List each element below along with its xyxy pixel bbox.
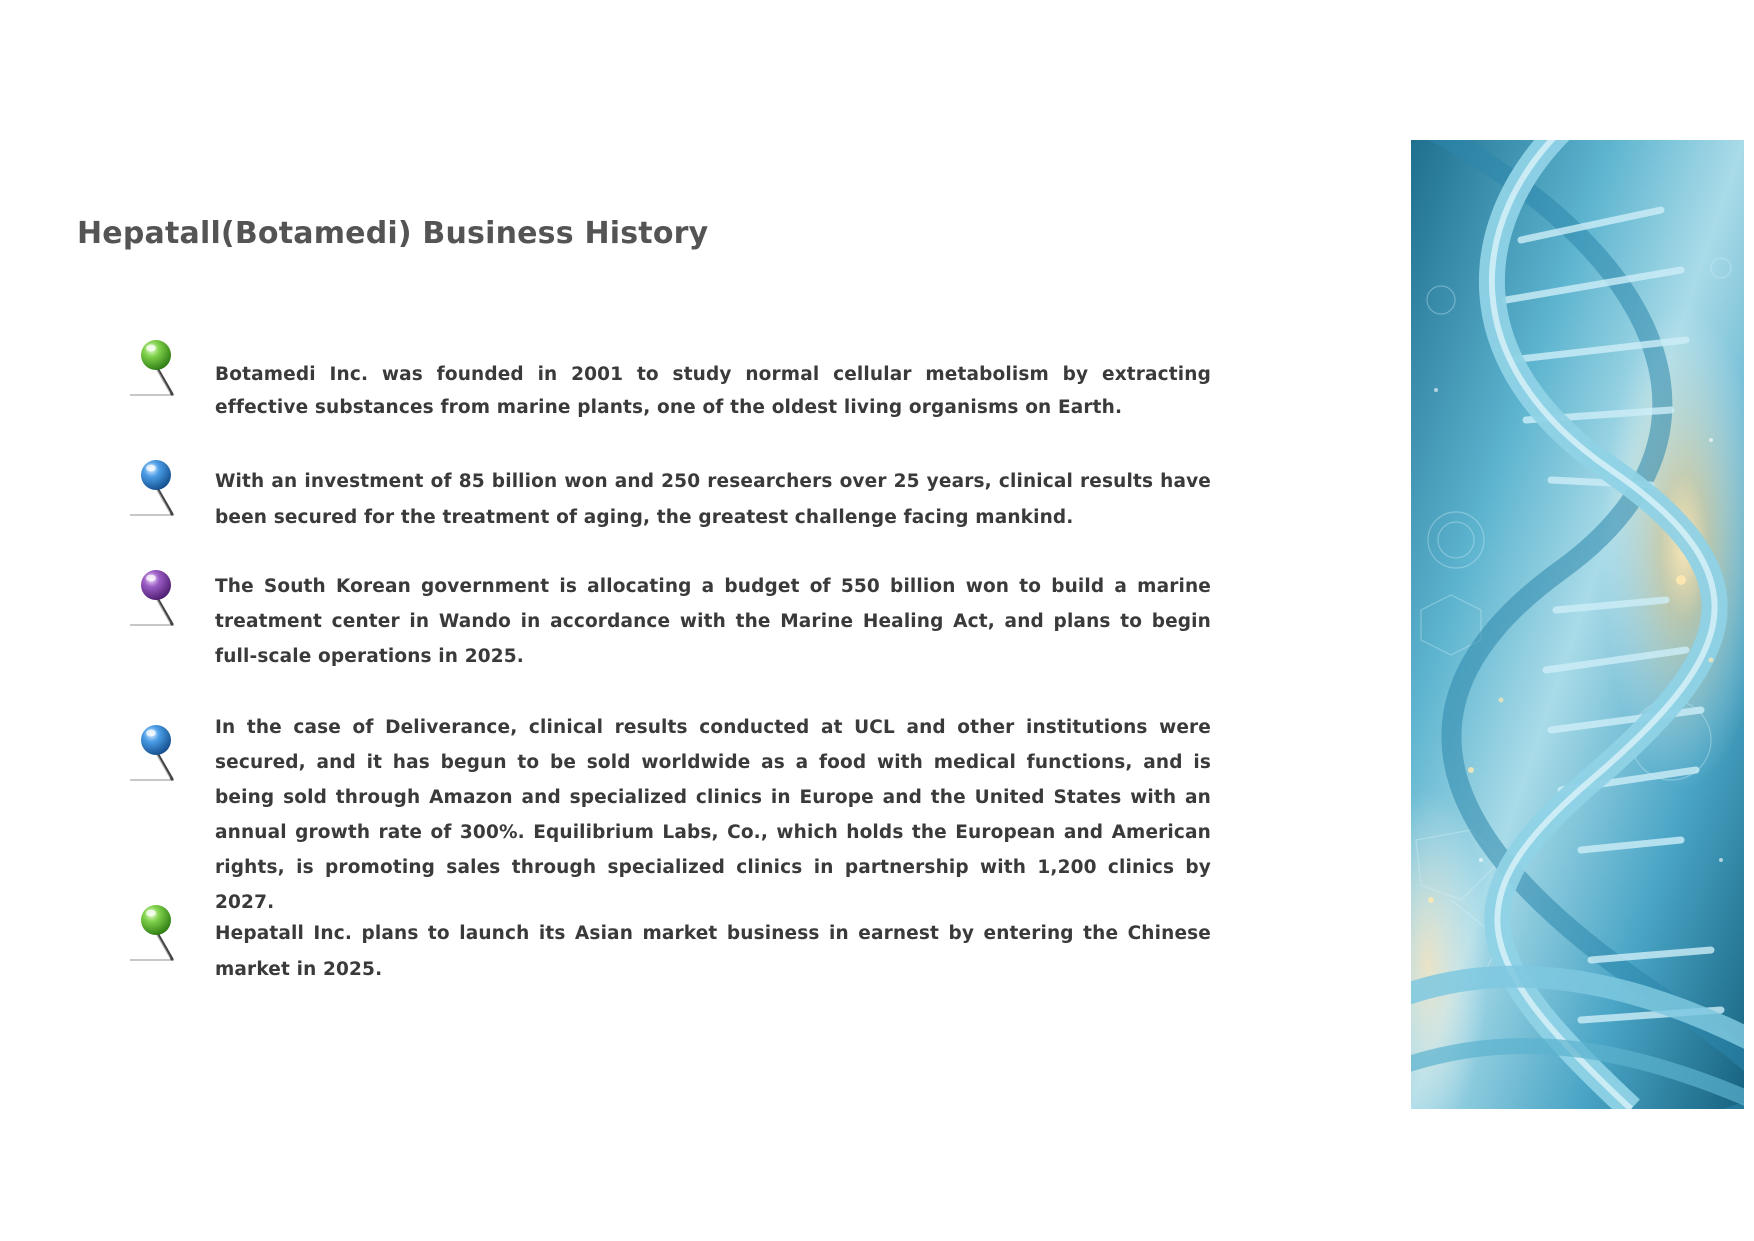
blue-pushpin-icon xyxy=(126,455,182,519)
blue-pushpin-icon xyxy=(126,720,182,784)
item-text: Botamedi Inc. was founded in 2001 to study normal cellular metabolism by extracting effective substances from marine plants, one of the oldest living organisms on Earth. xyxy=(215,364,1211,418)
purple-pushpin-icon xyxy=(126,565,182,629)
dna-helix-illustration xyxy=(1411,140,1744,1109)
item-text: In the case of Deliverance, clinical results conducted at UCL and other institutions were secured, and it has begun to be sold worldwide as a food with medical functions, and is being sold through Amazon and specialized clinics in Europe and the United States with an annual growth rate of 300%. Equilibrium Labs, Co., which holds the European and American rights, is promoting sales through specialized clinics in partnership with 1,200 clinics by 2027. xyxy=(215,717,1211,913)
green-pushpin-icon xyxy=(126,900,182,964)
item-text: With an investment of 85 billion won and 250 researchers over 25 years, clinical results have been secured for the treatment of aging, the greatest challenge facing mankind. xyxy=(215,471,1211,528)
item-text: The South Korean government is allocating a budget of 550 billion won to build a marine treatment center in Wando in accordance with the Marine Healing Act, and plans to begin full-scale operations in 2025. xyxy=(215,576,1211,667)
item-text: Hepatall Inc. plans to launch its Asian market business in earnest by entering the Chinese market in 2025. xyxy=(215,923,1211,980)
page-title: Hepatall(Botamedi) Business History xyxy=(77,216,709,251)
green-pushpin-icon xyxy=(126,335,182,399)
